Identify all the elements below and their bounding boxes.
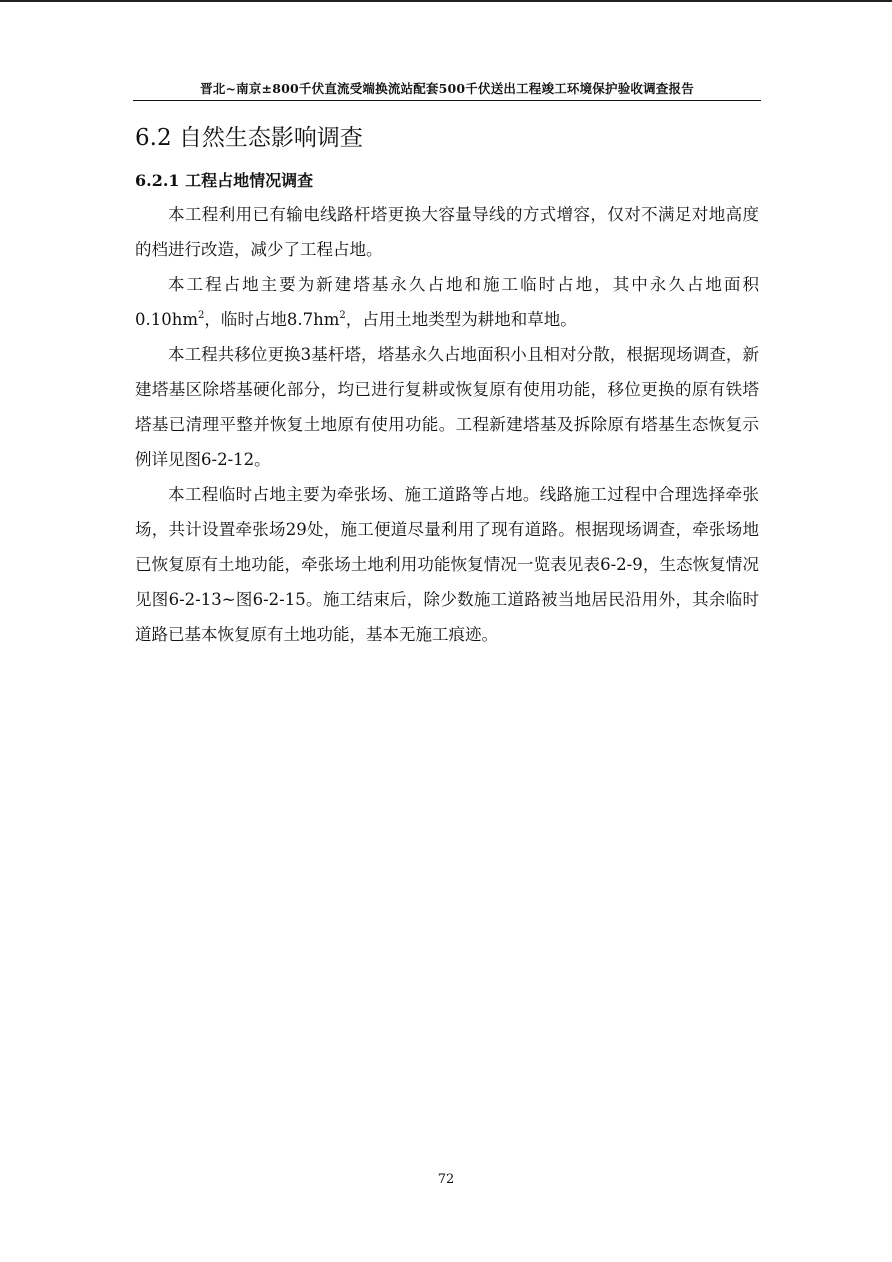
page-top-border bbox=[0, 0, 892, 2]
header-divider bbox=[133, 100, 761, 101]
section-title: 6.2 自然生态影响调查 bbox=[135, 125, 363, 151]
paragraph-2-part-a: 本工程占地主要为新建塔基永久占地和施工临时占地，其中永久占地面积0.10hm bbox=[135, 275, 759, 329]
paragraph-4: 本工程临时占地主要为牵张场、施工道路等占地。线路施工过程中合理选择牵张场，共计设置牵张场29处，施工便道尽量利用了现有道路。根据现场调查，牵张场地已恢复原有土地功能，牵张场土地利用功能恢复情况一览表见表6-2-9，生态恢复情况见图6-2-13~图6-2-15。施工结束后，除少数施工道路被当地居民沿用外，其余临时道路已基本恢复原有土地功能，基本无施工痕迹。 bbox=[135, 485, 759, 644]
superscript-2: 2 bbox=[198, 310, 205, 321]
running-header: 晋北~南京±800千伏直流受端换流站配套500千伏送出工程竣工环境保护验收调查报告 bbox=[200, 81, 694, 96]
paragraph-2 bbox=[135, 267, 759, 337]
paragraph-2-part-c: ，占用土地类型为耕地和草地。 bbox=[345, 310, 577, 329]
body-text bbox=[135, 197, 759, 652]
paragraph-1: 本工程利用已有输电线路杆塔更换大容量导线的方式增容，仅对不满足对地高度的档进行改造，减少了工程占地。 bbox=[135, 205, 759, 259]
superscript-2: 2 bbox=[339, 310, 346, 321]
subsection-title: 6.2.1 工程占地情况调查 bbox=[135, 171, 314, 190]
paragraph-2-part-b: ，临时占地8.7hm bbox=[204, 310, 340, 329]
paragraph-3: 本工程共移位更换3基杆塔，塔基永久占地面积小且相对分散，根据现场调查，新建塔基区除塔基硬化部分，均已进行复耕或恢复原有使用功能，移位更换的原有铁塔塔基已清理平整并恢复土地原有使用功能。工程新建塔基及拆除原有塔基生态恢复示例详见图6-2-12。 bbox=[135, 345, 759, 469]
page-number: 72 bbox=[437, 1172, 455, 1187]
